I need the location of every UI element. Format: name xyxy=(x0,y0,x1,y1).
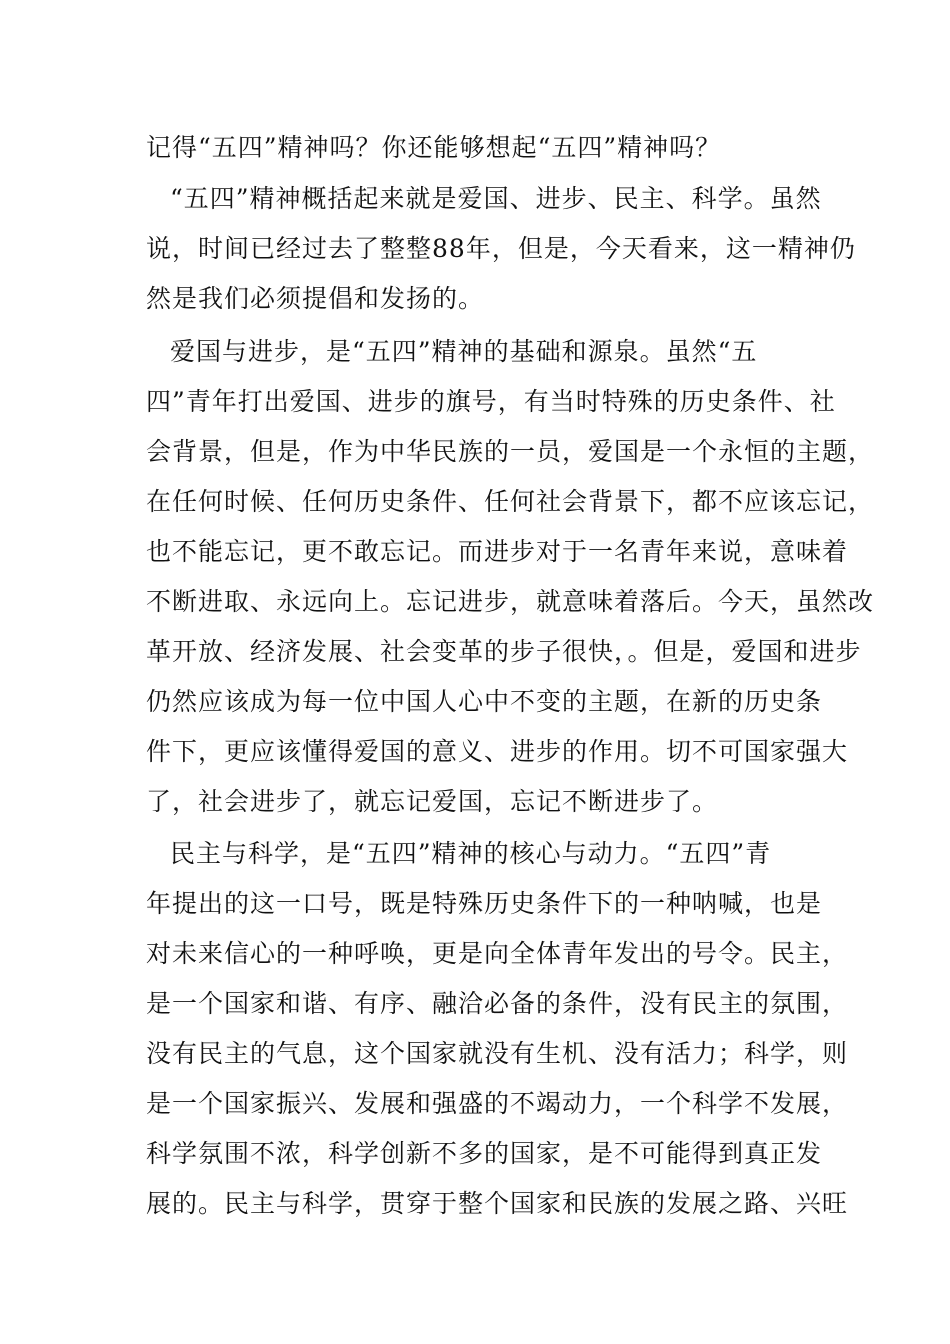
text-line: 了，社会进步了，就忘记爱国，忘记不断进步了。 xyxy=(146,787,719,816)
text-line: 说，时间已经过去了整整88年，但是，今天看来，这一精神仍 xyxy=(146,234,856,263)
text-line: 民主与科学，是“五四”精神的核心与动力。“五四”青 xyxy=(170,839,772,868)
text-line: 没有民主的气息，这个国家就没有生机、没有活力；科学，则 xyxy=(146,1039,849,1068)
text-line: 仍然应该成为每一位中国人心中不变的主题，在新的历史条 xyxy=(146,687,823,716)
text-line: 爱国与进步，是“五四”精神的基础和源泉。虽然“五 xyxy=(170,337,758,366)
text-line: 记得“五四”精神吗？你还能够想起“五四”精神吗？ xyxy=(146,133,722,162)
text-line: 年提出的这一口号，既是特殊历史条件下的一种呐喊，也是 xyxy=(146,889,823,918)
text-line: 会背景，但是，作为中华民族的一员，爱国是一个永恒的主题， xyxy=(146,437,875,466)
text-line: 四”青年打出爱国、进步的旗号，有当时特殊的历史条件、社 xyxy=(146,387,836,416)
text-line: “五四”精神概括起来就是爱国、进步、民主、科学。虽然 xyxy=(170,184,822,213)
text-line: 不断进取、永远向上。忘记进步，就意味着落后。今天，虽然改 xyxy=(146,587,875,616)
text-line: 然是我们必须提倡和发扬的。 xyxy=(146,284,485,313)
text-line: 件下，更应该懂得爱国的意义、进步的作用。切不可国家强大 xyxy=(146,737,849,766)
text-line: 对未来信心的一种呼唤，更是向全体青年发出的号令。民主， xyxy=(146,939,849,968)
text-line: 在任何时候、任何历史条件、任何社会背景下，都不应该忘记， xyxy=(146,487,875,516)
text-line: 是一个国家和谐、有序、融洽必备的条件，没有民主的氛围， xyxy=(146,989,849,1018)
text-line: 革开放、经济发展、社会变革的步子很快，。但是，爱国和进步 xyxy=(146,637,862,666)
text-line: 是一个国家振兴、发展和强盛的不竭动力，一个科学不发展， xyxy=(146,1089,849,1118)
text-line: 科学氛围不浓，科学创新不多的国家，是不可能得到真正发 xyxy=(146,1139,823,1168)
text-line: 展的。民主与科学，贯穿于整个国家和民族的发展之路、兴旺 xyxy=(146,1189,849,1218)
text-line: 也不能忘记，更不敢忘记。而进步对于一名青年来说，意味着 xyxy=(146,537,849,566)
